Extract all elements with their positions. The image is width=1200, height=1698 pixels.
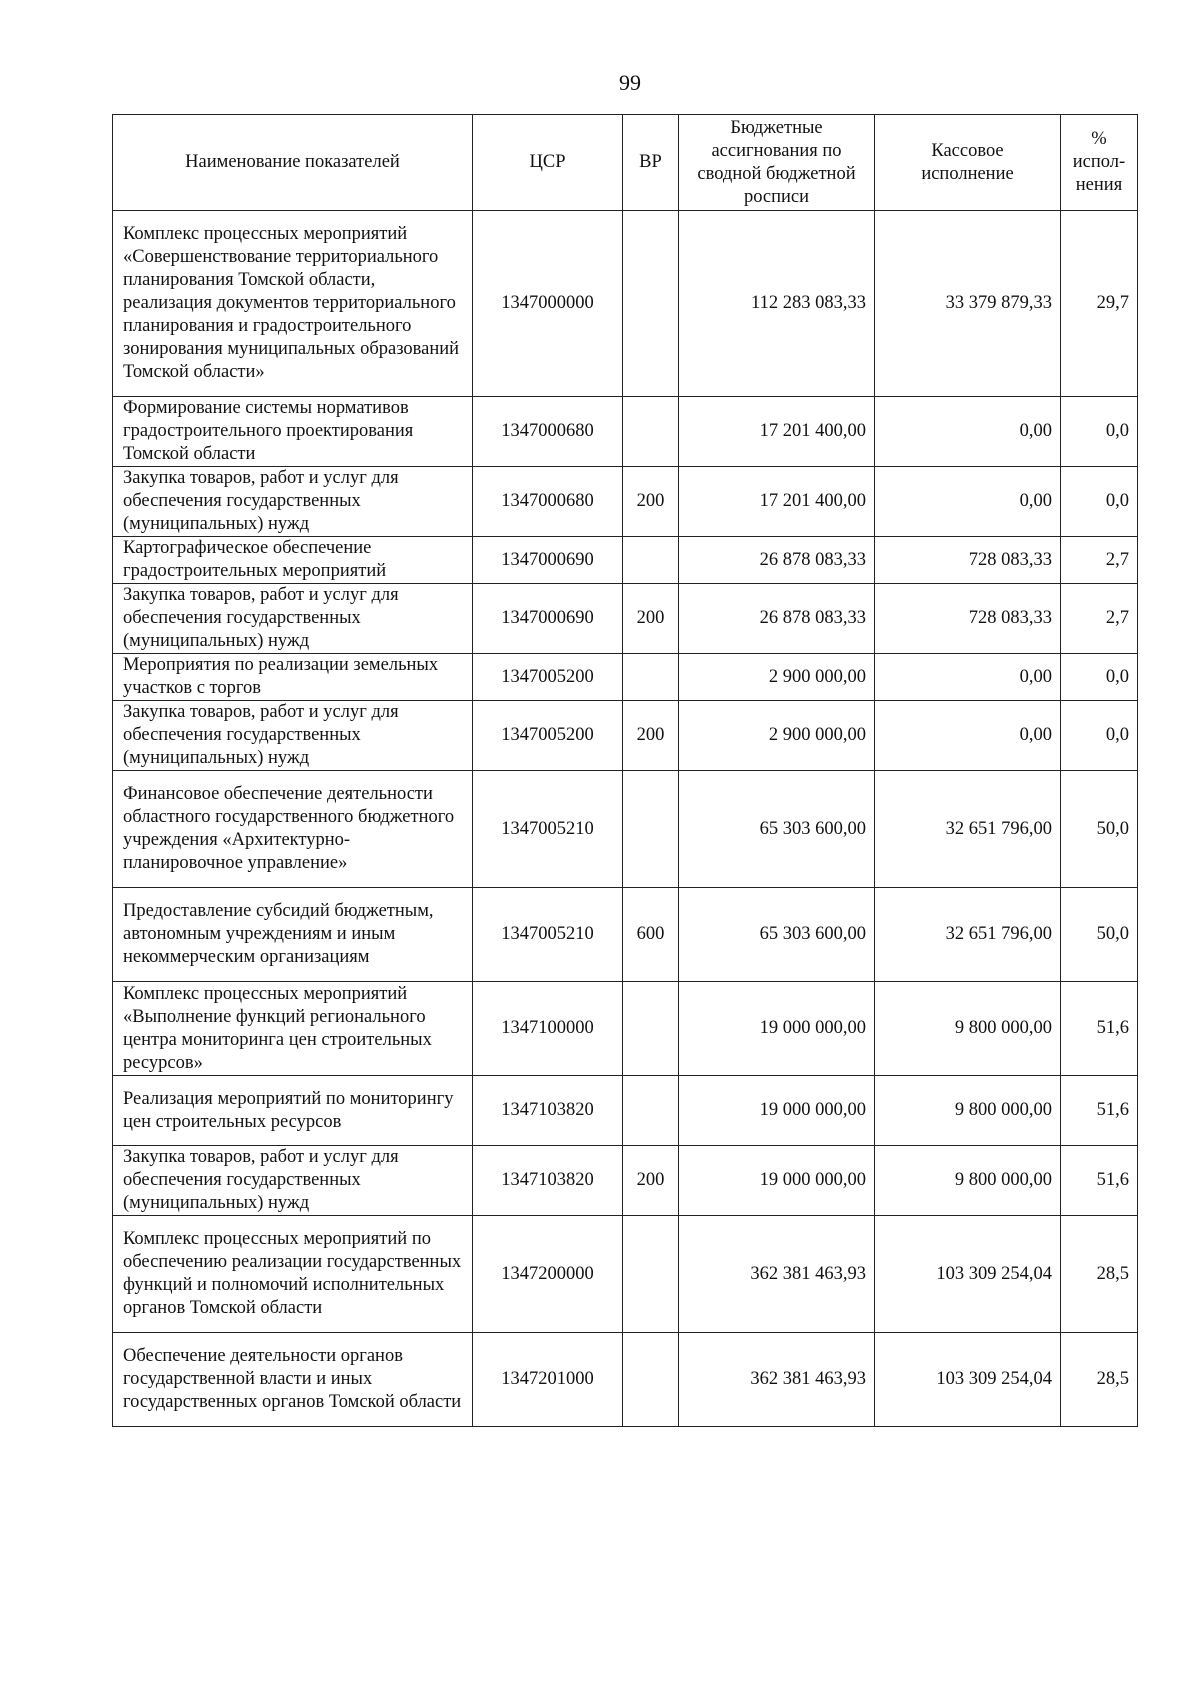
header-name: Наименование показателей (113, 115, 473, 211)
row-csr: 1347100000 (473, 982, 623, 1076)
row-name: Комплекс процессных мероприятий «Совершенствование территориального планирования Томской области, реализация документов территориального планирования и градостроительного зонирования муниципальных образований Томской области» (113, 211, 473, 397)
row-cash: 9 800 000,00 (875, 1146, 1061, 1216)
row-budget: 2 900 000,00 (679, 701, 875, 771)
row-vr: 600 (623, 888, 679, 982)
row-csr: 1347000690 (473, 584, 623, 654)
row-csr: 1347005210 (473, 771, 623, 888)
row-vr (623, 537, 679, 584)
table-row (113, 654, 1138, 701)
row-percent: 50,0 (1061, 888, 1138, 982)
row-cash: 33 379 879,33 (875, 211, 1061, 397)
row-csr: 1347103820 (473, 1146, 623, 1216)
table-body (113, 211, 1138, 1427)
row-percent: 0,0 (1061, 397, 1138, 467)
row-name: Мероприятия по реализации земельных участков с торгов (113, 654, 473, 701)
row-cash: 103 309 254,04 (875, 1216, 1061, 1333)
row-name: Финансовое обеспечение деятельности областного государственного бюджетного учреждения «Архитектурно-планировочное управление» (113, 771, 473, 888)
header-cash: Кассовое исполнение (875, 115, 1061, 211)
row-vr: 200 (623, 467, 679, 537)
row-budget: 17 201 400,00 (679, 397, 875, 467)
row-vr (623, 1216, 679, 1333)
row-cash: 0,00 (875, 701, 1061, 771)
row-vr (623, 1076, 679, 1146)
row-percent: 51,6 (1061, 982, 1138, 1076)
table-row (113, 982, 1138, 1076)
row-cash: 103 309 254,04 (875, 1333, 1061, 1427)
row-vr (623, 982, 679, 1076)
table-row (113, 467, 1138, 537)
row-budget: 19 000 000,00 (679, 982, 875, 1076)
table-row (113, 397, 1138, 467)
row-name: Закупка товаров, работ и услуг для обеспечения государственных (муниципальных) нужд (113, 701, 473, 771)
row-name: Комплекс процессных мероприятий по обеспечению реализации государственных функций и полномочий исполнительных органов Томской области (113, 1216, 473, 1333)
row-budget: 26 878 083,33 (679, 537, 875, 584)
row-name: Предоставление субсидий бюджетным, автономным учреждениям и иным некоммерческим организациям (113, 888, 473, 982)
row-percent: 51,6 (1061, 1146, 1138, 1216)
row-csr: 1347000690 (473, 537, 623, 584)
table-row (113, 701, 1138, 771)
row-name: Формирование системы нормативов градостроительного проектирования Томской области (113, 397, 473, 467)
row-percent: 28,5 (1061, 1216, 1138, 1333)
header-row (113, 115, 1138, 211)
table-row (113, 211, 1138, 397)
row-percent: 2,7 (1061, 584, 1138, 654)
row-budget: 362 381 463,93 (679, 1333, 875, 1427)
table-row (113, 888, 1138, 982)
row-csr: 1347005200 (473, 701, 623, 771)
row-csr: 1347000000 (473, 211, 623, 397)
row-cash: 9 800 000,00 (875, 982, 1061, 1076)
row-cash: 0,00 (875, 467, 1061, 537)
row-name: Обеспечение деятельности органов государственной власти и иных государственных органов Томской области (113, 1333, 473, 1427)
row-csr: 1347200000 (473, 1216, 623, 1333)
table-row (113, 1333, 1138, 1427)
row-budget: 19 000 000,00 (679, 1146, 875, 1216)
row-vr: 200 (623, 1146, 679, 1216)
table-row (113, 1076, 1138, 1146)
row-vr: 200 (623, 584, 679, 654)
row-cash: 728 083,33 (875, 584, 1061, 654)
row-budget: 65 303 600,00 (679, 771, 875, 888)
header-percent: % испол-нения (1061, 115, 1138, 211)
page-number: 99 (619, 70, 641, 95)
table-row (113, 771, 1138, 888)
row-csr: 1347000680 (473, 467, 623, 537)
row-name: Реализация мероприятий по мониторингу цен строительных ресурсов (113, 1076, 473, 1146)
row-name: Картографическое обеспечение градостроительных мероприятий (113, 537, 473, 584)
row-cash: 0,00 (875, 397, 1061, 467)
row-csr: 1347103820 (473, 1076, 623, 1146)
budget-table (112, 114, 1138, 1427)
row-percent: 0,0 (1061, 654, 1138, 701)
row-budget: 2 900 000,00 (679, 654, 875, 701)
row-budget: 112 283 083,33 (679, 211, 875, 397)
row-csr: 1347005210 (473, 888, 623, 982)
row-vr (623, 771, 679, 888)
row-budget: 65 303 600,00 (679, 888, 875, 982)
row-name: Комплекс процессных мероприятий «Выполнение функций регионального центра мониторинга цен строительных ресурсов» (113, 982, 473, 1076)
row-budget: 362 381 463,93 (679, 1216, 875, 1333)
row-percent: 51,6 (1061, 1076, 1138, 1146)
row-name: Закупка товаров, работ и услуг для обеспечения государственных (муниципальных) нужд (113, 584, 473, 654)
row-csr: 1347000680 (473, 397, 623, 467)
row-vr (623, 211, 679, 397)
header-budget: Бюджетные ассигнования по сводной бюджетной росписи (679, 115, 875, 211)
row-cash: 32 651 796,00 (875, 888, 1061, 982)
row-vr (623, 1333, 679, 1427)
header-vr: ВР (623, 115, 679, 211)
row-percent: 50,0 (1061, 771, 1138, 888)
row-percent: 29,7 (1061, 211, 1138, 397)
table-row (113, 584, 1138, 654)
table-row (113, 537, 1138, 584)
row-vr (623, 654, 679, 701)
row-percent: 2,7 (1061, 537, 1138, 584)
row-budget: 26 878 083,33 (679, 584, 875, 654)
row-name: Закупка товаров, работ и услуг для обеспечения государственных (муниципальных) нужд (113, 467, 473, 537)
row-cash: 728 083,33 (875, 537, 1061, 584)
row-percent: 28,5 (1061, 1333, 1138, 1427)
table-row (113, 1216, 1138, 1333)
table-row (113, 1146, 1138, 1216)
row-vr (623, 397, 679, 467)
row-cash: 9 800 000,00 (875, 1076, 1061, 1146)
row-csr: 1347005200 (473, 654, 623, 701)
row-cash: 0,00 (875, 654, 1061, 701)
row-percent: 0,0 (1061, 467, 1138, 537)
row-budget: 17 201 400,00 (679, 467, 875, 537)
header-csr: ЦСР (473, 115, 623, 211)
row-cash: 32 651 796,00 (875, 771, 1061, 888)
row-csr: 1347201000 (473, 1333, 623, 1427)
row-percent: 0,0 (1061, 701, 1138, 771)
row-budget: 19 000 000,00 (679, 1076, 875, 1146)
row-vr: 200 (623, 701, 679, 771)
row-name: Закупка товаров, работ и услуг для обеспечения государственных (муниципальных) нужд (113, 1146, 473, 1216)
